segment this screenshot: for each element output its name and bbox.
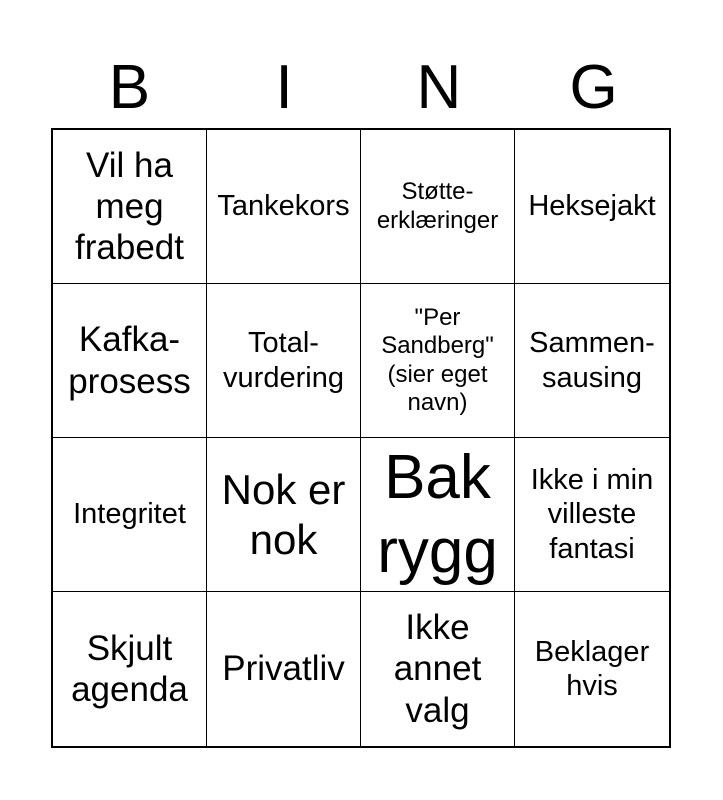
bingo-cell[interactable]: [515, 592, 669, 746]
bingo-cell-text: Skjult agenda: [71, 628, 188, 709]
header-letter: B: [108, 53, 151, 122]
bingo-cell[interactable]: [53, 592, 207, 746]
bingo-cell[interactable]: [515, 284, 669, 438]
bingo-cell[interactable]: [53, 130, 207, 284]
bingo-cell-text: Beklager hvis: [534, 635, 650, 702]
bingo-cell-text: "Per Sandberg" (sier eget navn): [381, 303, 494, 416]
bingo-cell[interactable]: [53, 284, 207, 438]
bingo-cell-text: Total- vurdering: [223, 327, 344, 394]
bingo-cell-text: Nok er nok: [221, 465, 346, 563]
bingo-cell-text: Ikke i min villeste fantasi: [530, 464, 654, 565]
header-letter: I: [275, 53, 293, 122]
bingo-cell-text: Ikke annet valg: [393, 608, 482, 730]
bingo-cell[interactable]: [361, 592, 515, 746]
bingo-cell-text: Bak rygg: [377, 443, 498, 586]
header-letter: G: [569, 53, 618, 122]
header-letter: N: [416, 53, 462, 122]
bingo-cell[interactable]: [361, 284, 515, 438]
bingo-cell[interactable]: [207, 284, 361, 438]
bingo-cell[interactable]: [361, 130, 515, 284]
bingo-grid: [51, 128, 671, 748]
bingo-cell-text: Sammen- sausing: [529, 327, 655, 394]
bingo-cell-text: Tankekors: [217, 190, 350, 223]
bingo-cell[interactable]: [207, 592, 361, 746]
bingo-cell[interactable]: [515, 130, 669, 284]
bingo-cell[interactable]: [207, 130, 361, 284]
bingo-cell[interactable]: [53, 438, 207, 592]
bingo-cell-text: Kafka- prosess: [68, 320, 191, 401]
bingo-cell-text: Integritet: [73, 498, 186, 531]
bingo-cell[interactable]: [515, 438, 669, 592]
bingo-cell-text: Privatliv: [222, 649, 345, 689]
bingo-header: [52, 52, 671, 124]
bingo-cell-text: Vil ha meg frabedt: [75, 145, 184, 268]
bingo-cell[interactable]: [207, 438, 361, 592]
bingo-cell-text: Heksejakt: [528, 190, 656, 223]
bingo-cell-text: Støtte- erklæringer: [376, 178, 499, 234]
bingo-cell[interactable]: [361, 438, 515, 592]
